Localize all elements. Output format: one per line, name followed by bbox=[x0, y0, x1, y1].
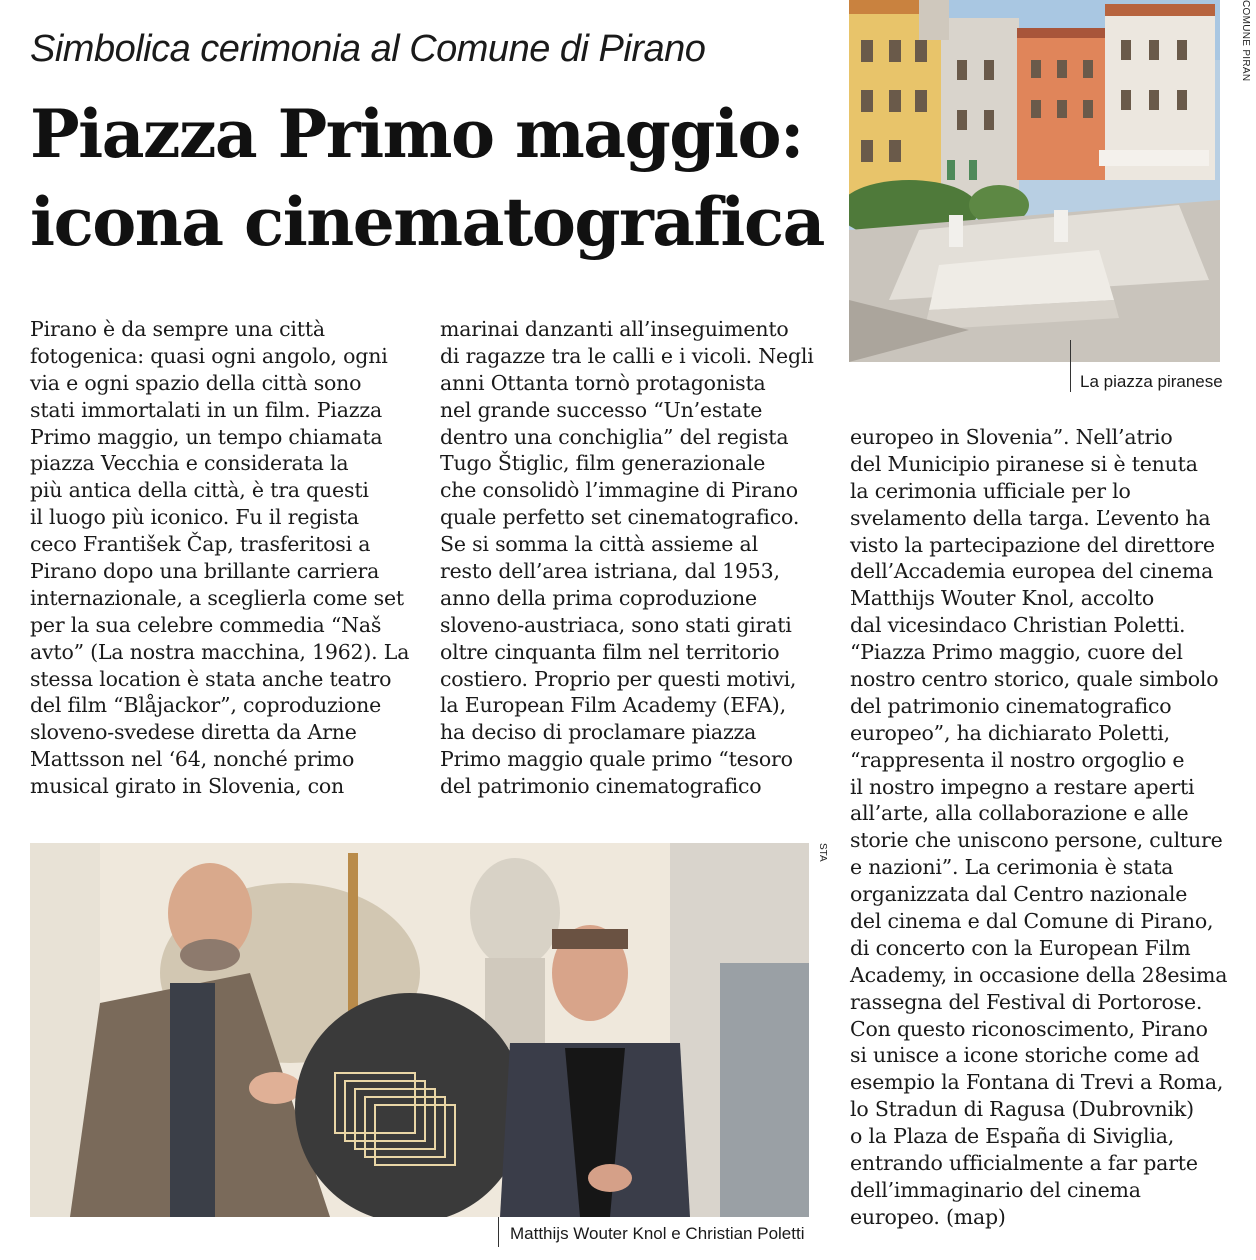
body-line: storie che uniscono persone, culture bbox=[850, 828, 1223, 853]
body-line: di ragazze tra le calli e i vicoli. Negli bbox=[440, 343, 814, 368]
body-line: stessa location è stata anche teatro bbox=[30, 666, 392, 691]
body-line: Pirano è da sempre una città bbox=[30, 317, 325, 341]
body-line: nostro centro storico, quale simbolo bbox=[850, 667, 1219, 692]
body-line: per la sua celebre commedia “Naš bbox=[30, 612, 382, 637]
body-line: lo Stradun di Ragusa (Dubrovnik) bbox=[850, 1097, 1194, 1122]
body-line: o la Plaza de España di Siviglia, bbox=[850, 1124, 1175, 1149]
body-line: europeo. (map) bbox=[850, 1204, 1006, 1229]
ceremony-caption-rule bbox=[498, 1217, 499, 1247]
body-line: ha deciso di proclamare piazza bbox=[440, 720, 757, 745]
body-line: fotogenica: quasi ogni angolo, ogni bbox=[30, 343, 388, 368]
body-line: Con questo riconoscimento, Pirano bbox=[850, 1016, 1208, 1041]
body-line: Pirano dopo una brillante carriera bbox=[30, 559, 380, 584]
body-line: dell’Accademia europea del cinema bbox=[850, 559, 1214, 584]
body-column-1 bbox=[30, 316, 410, 800]
body-line: esempio la Fontana di Trevi a Roma, bbox=[850, 1070, 1224, 1095]
body-line: entrando ufficialmente a far parte bbox=[850, 1151, 1198, 1176]
body-line: dal vicesindaco Christian Poletti. bbox=[850, 613, 1186, 638]
body-line: del Municipio piranese si è tenuta bbox=[850, 451, 1198, 476]
body-line: internazionale, a sceglierla come set bbox=[30, 585, 404, 610]
piazza-caption: La piazza piranese bbox=[1080, 372, 1223, 391]
body-line: marinai danzanti all’inseguimento bbox=[440, 317, 789, 341]
body-line: e nazioni”. La cerimonia è stata bbox=[850, 855, 1174, 880]
body-line: il nostro impegno a restare aperti bbox=[850, 774, 1195, 799]
body-line: anno della prima coproduzione bbox=[440, 585, 757, 610]
ceremony-photo-credit: STA bbox=[817, 843, 828, 862]
kicker: Simbolica cerimonia al Comune di Pirano bbox=[30, 28, 706, 70]
body-line: svelamento della targa. L’evento ha bbox=[850, 505, 1211, 530]
headline-line-2: icona cinematografica bbox=[30, 183, 824, 261]
body-line: oltre cinquanta film nel territorio bbox=[440, 639, 780, 664]
body-line: del film “Blåjackor”, coproduzione bbox=[30, 693, 382, 718]
body-line: Primo maggio quale primo “tesoro bbox=[440, 747, 793, 772]
body-line: organizzata dal Centro nazionale bbox=[850, 882, 1188, 907]
body-column-3 bbox=[850, 424, 1230, 1231]
piazza-photo-credit: COMUNE PIRAN bbox=[1240, 0, 1251, 82]
body-line: ceco František Čap, trasferitosi a bbox=[30, 532, 371, 557]
body-line: la cerimonia ufficiale per lo bbox=[850, 478, 1131, 503]
body-line: più antica della città, è tra questi bbox=[30, 478, 369, 503]
body-line: “Piazza Primo maggio, cuore del bbox=[850, 640, 1183, 665]
body-line: avto” (La nostra macchina, 1962). La bbox=[30, 639, 410, 664]
headline bbox=[30, 90, 850, 266]
body-line: visto la partecipazione del direttore bbox=[850, 532, 1215, 557]
body-column-2 bbox=[440, 316, 820, 800]
body-line: che consolidò l’immagine di Pirano bbox=[440, 478, 798, 503]
body-line: Tugo Štiglic, film generazionale bbox=[440, 451, 766, 476]
body-line: quale perfetto set cinematografico. bbox=[440, 505, 800, 530]
body-line: di concerto con la European Film bbox=[850, 935, 1191, 960]
body-line: Mattsson nel ‘64, nonché primo bbox=[30, 747, 355, 772]
body-line: del patrimonio cinematografico bbox=[850, 693, 1172, 718]
body-line: dell’immaginario del cinema bbox=[850, 1177, 1141, 1202]
body-line: sloveno-svedese diretta da Arne bbox=[30, 720, 357, 745]
body-line: dentro una conchiglia” del regista bbox=[440, 424, 789, 449]
body-line: musical girato in Slovenia, con bbox=[30, 774, 345, 799]
piazza-caption-rule bbox=[1070, 340, 1071, 392]
body-line: rassegna del Festival di Portorose. bbox=[850, 989, 1203, 1014]
body-line: resto dell’area istriana, dal 1953, bbox=[440, 559, 780, 584]
body-line: Academy, in occasione della 28esima bbox=[850, 962, 1228, 987]
body-line: europeo in Slovenia”. Nell’atrio bbox=[850, 425, 1173, 449]
body-line: europeo”, ha dichiarato Poletti, bbox=[850, 720, 1170, 745]
piazza-photo bbox=[849, 0, 1220, 362]
body-line: “rappresenta il nostro orgoglio e bbox=[850, 747, 1185, 772]
body-line: via e ogni spazio della città sono bbox=[30, 370, 362, 395]
ceremony-caption: Matthijs Wouter Knol e Christian Poletti bbox=[510, 1224, 805, 1243]
body-line: anni Ottanta tornò protagonista bbox=[440, 370, 766, 395]
body-line: Primo maggio, un tempo chiamata bbox=[30, 424, 383, 449]
body-line: piazza Vecchia e considerata la bbox=[30, 451, 349, 476]
body-line: si unisce a icone storiche come ad bbox=[850, 1043, 1200, 1068]
body-line: costiero. Proprio per questi motivi, bbox=[440, 666, 797, 691]
body-line: del cinema e dal Comune di Pirano, bbox=[850, 909, 1214, 934]
ceremony-photo bbox=[30, 843, 809, 1217]
body-line: Matthijs Wouter Knol, accolto bbox=[850, 586, 1155, 611]
body-line: stati immortalati in un film. Piazza bbox=[30, 397, 382, 422]
body-line: la European Film Academy (EFA), bbox=[440, 693, 786, 718]
body-line: Se si somma la città assieme al bbox=[440, 532, 758, 557]
body-line: il luogo più iconico. Fu il regista bbox=[30, 505, 359, 530]
body-line: all’arte, alla collaborazione e alle bbox=[850, 801, 1189, 826]
body-line: nel grande successo “Un’estate bbox=[440, 397, 763, 422]
headline-line-1: Piazza Primo maggio: bbox=[30, 95, 803, 173]
body-line: sloveno-austriaca, sono stati girati bbox=[440, 612, 792, 637]
body-line: del patrimonio cinematografico bbox=[440, 774, 762, 799]
